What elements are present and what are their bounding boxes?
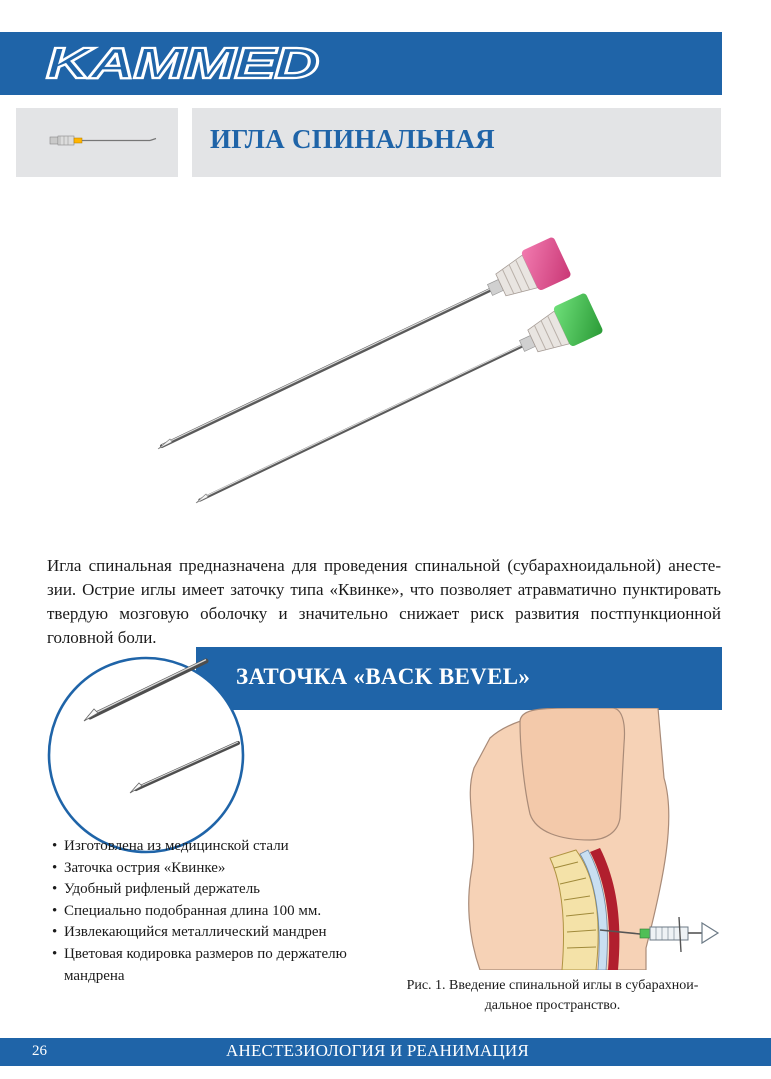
product-description: Игла спинальная предназначена для проведения спинальной (субарахноидальной) анесте-зии. Острие иглы имеет заточку типа «Квинке», что позволяет атравматично пунктировать твердую мозговую оболочку и значительно снижает риск развития постпункционной головной боли.: [47, 556, 721, 647]
feature-item: • Извлекающийся металлический мандрен: [52, 922, 382, 944]
section-header: [196, 647, 722, 710]
needle-tip-detail: [46, 655, 246, 860]
feature-list: [52, 836, 382, 987]
feature-item: • Заточка острия «Квинке»: [52, 858, 382, 880]
brand-logo: [44, 44, 324, 89]
feature-item: • Специально подобранная длина 100 мм.: [52, 901, 382, 923]
footer-bar: [0, 1038, 771, 1066]
figure-caption: Рис. 1. Введение спинальной иглы в субарахнои-дальное пространство.: [406, 978, 699, 1013]
title-panel: [192, 108, 721, 177]
spinal-needle-icon: [16, 108, 178, 177]
product-thumbnail: [16, 108, 178, 177]
feature-item: • Удобный рифленый держатель: [52, 879, 382, 901]
section-title: ЗАТОЧКА «BACK BEVEL»: [236, 664, 531, 689]
feature-item: • Изготовлена из медицинской стали: [52, 836, 382, 858]
page-title: ИГЛА СПИНАЛЬНАЯ: [210, 124, 495, 154]
footer-section-name: АНЕСТЕЗИОЛОГИЯ И РЕАНИМАЦИЯ: [226, 1041, 529, 1060]
hero-needles-image: [150, 218, 650, 523]
svg-text:KAMMED: KAMMED: [46, 44, 319, 84]
spinal-anatomy-illustration: [450, 708, 722, 975]
page-number: 26: [32, 1043, 47, 1059]
feature-item: • Цветовая кодировка размеров по держателю мандрена: [52, 944, 382, 987]
